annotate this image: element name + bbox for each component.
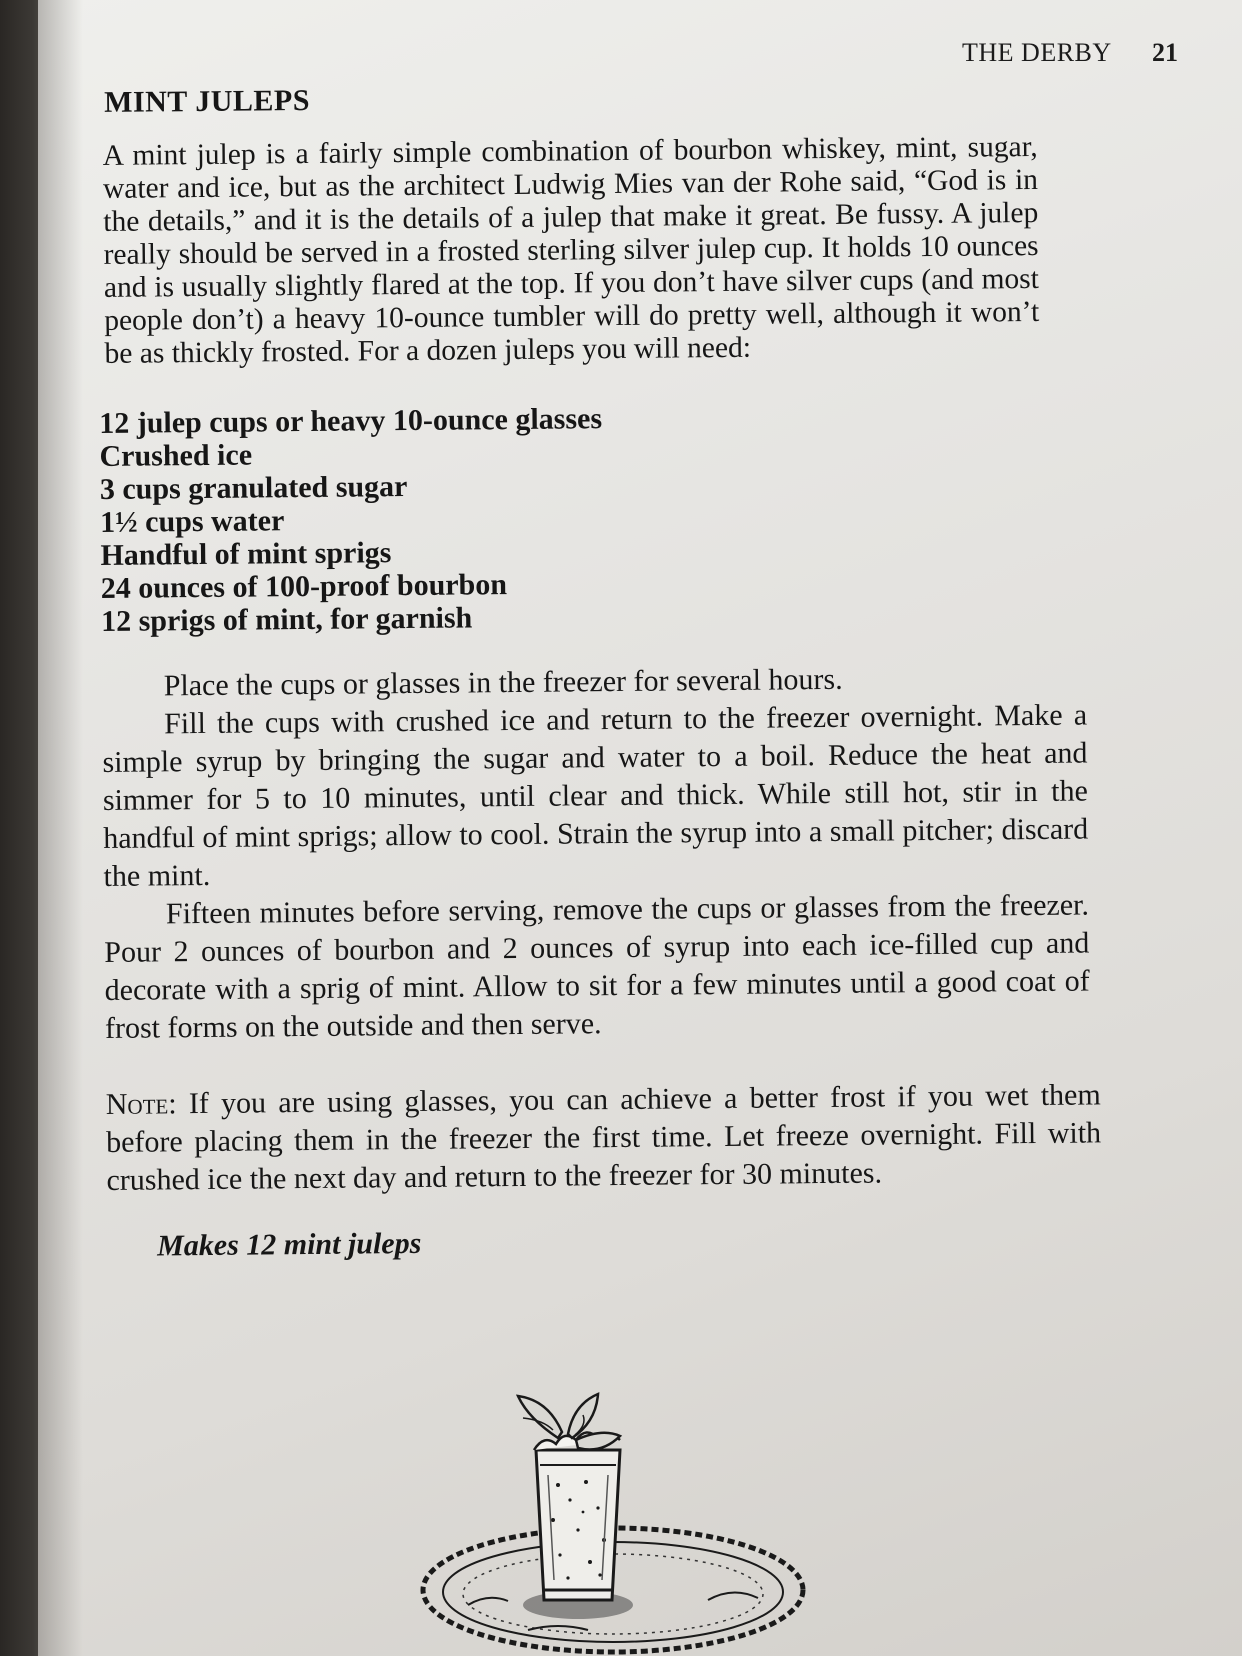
recipe-yield: Makes 12 mint juleps [156, 1226, 422, 1263]
book-page [38, 0, 1242, 1656]
page-number: 21 [1152, 38, 1178, 67]
recipe [96, 76, 1127, 1264]
ingredient-item: 24 ounces of 100-proof bourbon [100, 568, 508, 605]
julep-cup-on-tray-icon [408, 1390, 828, 1656]
recipe-note [106, 1076, 1102, 1200]
running-head: THE DERBY [962, 38, 1112, 67]
recipe-title: MINT JULEPS [103, 83, 311, 119]
step-paragraph: Fifteen minutes before serving, remove the cups or glasses from the freezer. Pour 2 ounces of bourbon and 2 ounces of syrup into each ice-filled cup and decorate with a sprig of mint. Allow to sit for a few minutes until a good coat of frost forms on the outside and then serve. [104, 888, 1090, 1045]
step-paragraph: Place the cups or glasses in the freezer for several hours. [163, 662, 843, 703]
ingredient-item: Handful of mint sprigs [100, 536, 392, 572]
recipe-intro: A mint julep is a fairly simple combination of bourbon whiskey, mint, sugar, water and ice, but as the architect Ludwig Mies van der Rohe said, “God is in the details,” and it is the details of a julep that make it great. Be fussy. A julep really should be served in a frosted sterling silver julep cup. It holds 10 ounces and is usually slightly flared at the top. If you don’t have silver cups (and most people don’t) a heavy 10-ounce tumbler will do pretty well, although it won’t be as thickly frosted. For a dozen juleps you will need: [102, 130, 1040, 370]
recipe-steps [102, 659, 1091, 1048]
step-paragraph: Fill the cups with crushed ice and return to the freezer overnight. Make a simple syrup by bringing the sugar and water to a boil. Reduce the heat and simmer for 5 to 10 minutes, until clear and thick. While still hot, stir in the handful of mint sprigs; allow to cool. Strain the syrup into a small pitcher; discard the mint. [102, 698, 1089, 893]
ingredient-list [99, 397, 1121, 638]
note-label: Note: [105, 1087, 177, 1121]
page-header [942, 38, 1242, 74]
ingredient-item: 12 sprigs of mint, for garnish [100, 601, 473, 638]
ingredient-item: 1½ cups water [100, 504, 285, 539]
ingredient-item: 12 julep cups or heavy 10-ounce glasses [99, 402, 603, 440]
ingredient-item: 3 cups granulated sugar [99, 470, 408, 506]
note-text: If you are using glasses, you can achieve a better frost if you wet them before placing them in the freezer the first time. Let freeze overnight. Fill with crushed ice the next day and return to the freezer for 30 minutes. [105, 1078, 1102, 1197]
ingredient-item: Crushed ice [99, 438, 253, 473]
